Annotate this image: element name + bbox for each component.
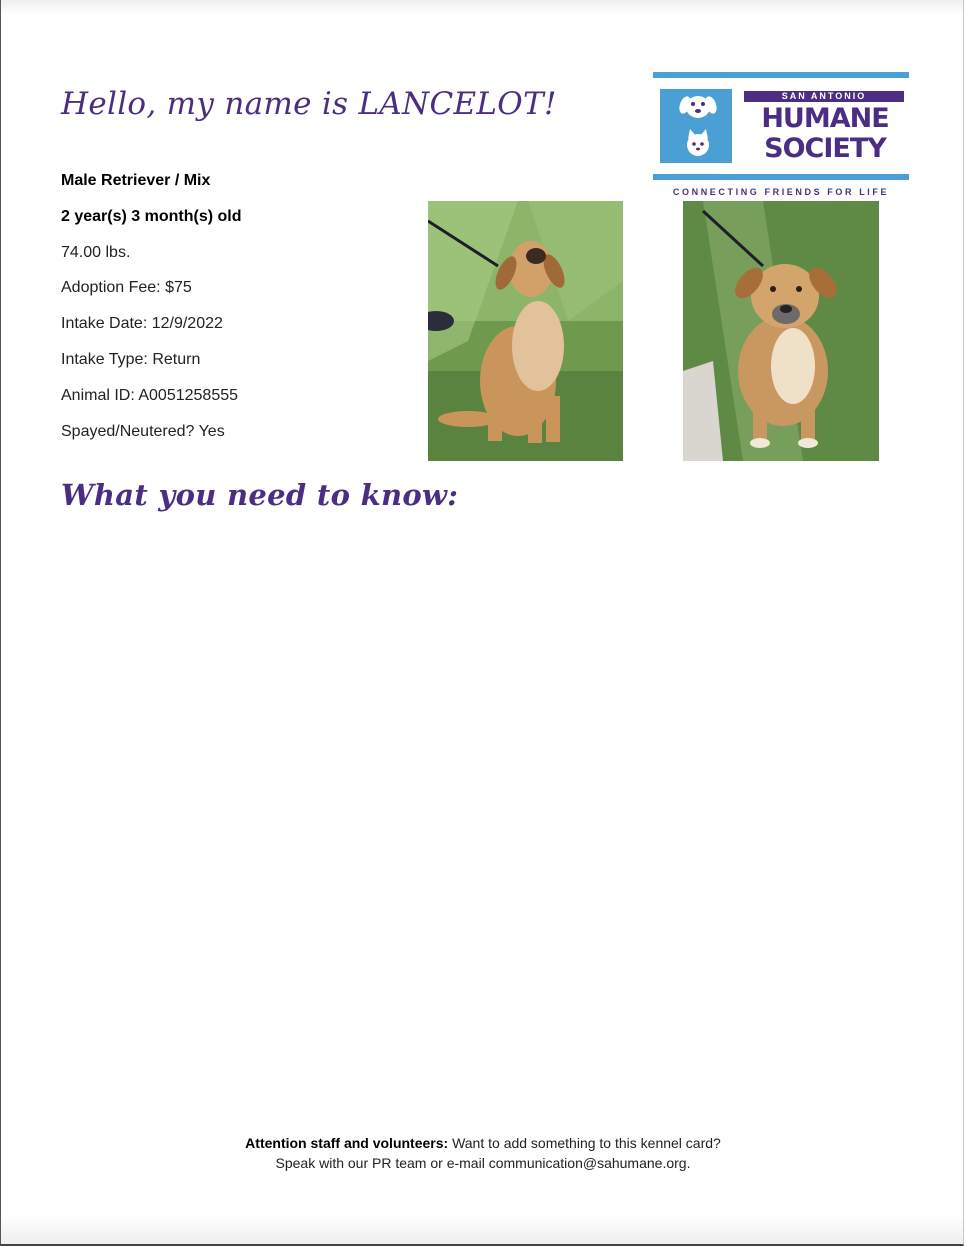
footer-label: Attention staff and volunteers: bbox=[245, 1135, 449, 1151]
section-heading: What you need to know: bbox=[61, 478, 459, 512]
page-title: Hello, my name is LANCELOT! bbox=[61, 86, 557, 122]
logo-wordmark bbox=[744, 89, 904, 163]
footer-note bbox=[1, 1133, 964, 1173]
weight-line: 74.00 lbs. bbox=[61, 243, 131, 261]
spayed-neutered-line: Spayed/Neutered? Yes bbox=[61, 422, 225, 440]
breed-line: Male Retriever / Mix bbox=[61, 172, 211, 189]
animal-info bbox=[61, 170, 241, 456]
logo-word-humane: HUMANE bbox=[761, 103, 889, 134]
intake-type-line: Intake Type: Return bbox=[61, 350, 201, 368]
dog-photo-looking-up bbox=[428, 201, 623, 461]
dog-cat-icon bbox=[660, 89, 732, 163]
age-line: 2 year(s) 3 month(s) old bbox=[61, 207, 242, 225]
adoption-fee-line: Adoption Fee: $75 bbox=[61, 279, 192, 297]
footer-text-1: Want to add something to this kennel card? bbox=[448, 1135, 721, 1151]
logo-top-line: SAN ANTONIO bbox=[744, 91, 904, 102]
footer-line-1 bbox=[1, 1133, 964, 1153]
logo-tagline: CONNECTING FRIENDS FOR LIFE bbox=[672, 187, 890, 197]
logo-top-bar bbox=[653, 72, 909, 78]
dog-photo-sitting bbox=[683, 201, 879, 461]
humane-society-logo bbox=[653, 72, 909, 202]
logo-word-society: SOCIETY bbox=[764, 133, 886, 164]
footer-text-2: Speak with our PR team or e-mail communication@sahumane.org. bbox=[275, 1155, 691, 1171]
intake-date-line: Intake Date: 12/9/2022 bbox=[61, 315, 223, 333]
animal-id-line: Animal ID: A0051258555 bbox=[61, 386, 239, 404]
logo-icon-panel bbox=[660, 89, 732, 163]
logo-bottom-bar bbox=[653, 174, 909, 180]
